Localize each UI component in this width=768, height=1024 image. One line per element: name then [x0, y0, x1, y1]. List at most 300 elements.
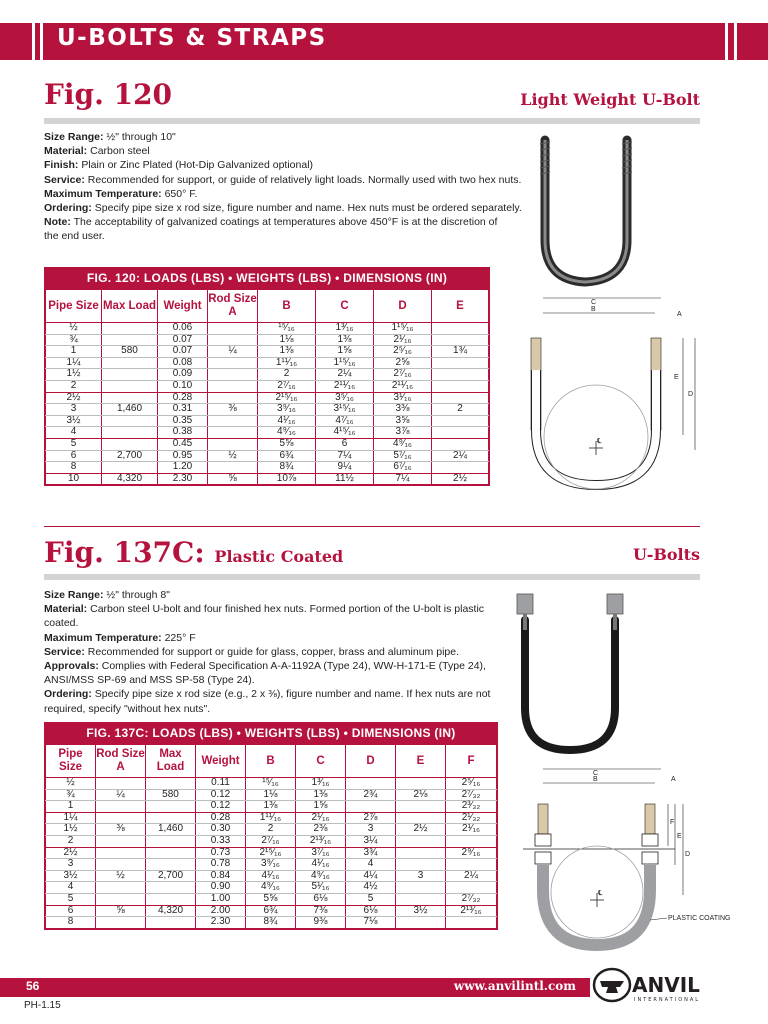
section-title: U-BOLTS & STRAPS: [57, 25, 327, 51]
table-cell: 0.73: [196, 847, 246, 859]
fig137c-specs: [44, 588, 494, 716]
table-cell: [396, 835, 446, 847]
table-cell: ¹⁵⁄₁₆: [258, 323, 316, 335]
table-cell: 0.95: [158, 450, 208, 462]
table-cell: 3½: [46, 415, 102, 427]
col-header: B: [246, 745, 296, 778]
table-cell: 0.31: [158, 404, 208, 416]
table-cell: 2½: [432, 473, 489, 485]
table-cell: 1³⁄₁₆: [296, 778, 346, 790]
table-cell: 2⁷⁄₁₆: [246, 835, 296, 847]
table-row: [46, 450, 489, 462]
table-row: [46, 427, 489, 439]
rule: [44, 574, 700, 580]
table-cell: [208, 415, 258, 427]
table-cell: 2.00: [196, 905, 246, 917]
table-cell: [102, 427, 158, 439]
table-cell: 2⅛: [396, 789, 446, 801]
table-cell: 2⁹⁄₁₆: [446, 847, 497, 859]
table-cell: 0.35: [158, 415, 208, 427]
table-cell: [432, 438, 489, 450]
table-cell: 2½: [46, 392, 102, 404]
dim-label-d: D: [688, 391, 694, 398]
spec-line: Material: Carbon steel: [44, 145, 150, 158]
table-cell: [346, 801, 396, 813]
table-row: [46, 917, 497, 929]
table-cell: 3¾: [346, 847, 396, 859]
table-row: [46, 357, 489, 369]
fig137c-subtitle: U-Bolts: [633, 545, 700, 564]
col-header: C: [296, 745, 346, 778]
table-cell: 10: [46, 473, 102, 485]
table-cell: 5: [46, 893, 96, 905]
table-cell: ⅝: [208, 473, 258, 485]
table-cell: 8: [46, 917, 96, 929]
col-header: Rod Size A: [208, 290, 258, 323]
centerline-label: ℄: [597, 438, 602, 445]
table-cell: [208, 380, 258, 392]
table-cell: 4,320: [146, 905, 196, 917]
table-cell: 0.07: [158, 334, 208, 346]
table-cell: 1.00: [196, 893, 246, 905]
col-header: B: [258, 290, 316, 323]
table-cell: [432, 334, 489, 346]
page-number: 56: [26, 979, 40, 993]
spec-line: Approvals: Complies with Federal Specification A-A-1192A (Type 24), WW-H-171-E (Type 24), ANSI/MSS SP-69 and MSS SP-58 (Type 24).: [44, 660, 486, 687]
fig120-data-table: [45, 289, 489, 485]
table-cell: 1³⁄₁₆: [316, 323, 374, 335]
col-header: Weight: [196, 745, 246, 778]
table-row: [46, 392, 489, 404]
table-cell: 5: [46, 438, 102, 450]
dim-label-d: D: [685, 851, 691, 858]
col-header: Pipe Size: [46, 290, 102, 323]
table-cell: ½: [46, 778, 96, 790]
col-header: E: [396, 745, 446, 778]
table-cell: 0.06: [158, 323, 208, 335]
table-cell: [102, 369, 158, 381]
table-cell: [446, 859, 497, 871]
spec-line: Ordering: Specify pipe size x rod size, figure number and name. Hex nuts must be ordered separately.: [44, 202, 522, 215]
table-cell: 2⁷⁄₁₆: [258, 380, 316, 392]
table-cell: 1,460: [102, 404, 158, 416]
fig137c-title-sub: Plastic Coated: [214, 547, 344, 566]
table-cell: 3⁹⁄₁₆: [246, 859, 296, 871]
fig120-specs: [44, 130, 524, 244]
table-cell: [208, 369, 258, 381]
table-cell: 5: [346, 893, 396, 905]
ubolt-coated-photo: [517, 594, 623, 750]
table-cell: [446, 835, 497, 847]
table-cell: 3⅝: [374, 415, 432, 427]
table-cell: 8¾: [258, 462, 316, 474]
table-cell: 0.12: [196, 801, 246, 813]
table-cell: ¼: [208, 346, 258, 358]
table-cell: [208, 357, 258, 369]
table-cell: [432, 462, 489, 474]
table-cell: 2¹⁄₁₆: [296, 812, 346, 824]
rule: [44, 118, 700, 124]
banner-tick: [725, 23, 728, 60]
table-row: [46, 835, 497, 847]
table-cell: 1¹⁵⁄₁₆: [316, 357, 374, 369]
table-cell: 1¼: [46, 357, 102, 369]
table-cell: 0.33: [196, 835, 246, 847]
dim-label-b: B: [591, 306, 596, 313]
table-cell: 1: [46, 346, 102, 358]
table-cell: 3¹⁵⁄₁₆: [316, 404, 374, 416]
table-cell: 0.08: [158, 357, 208, 369]
table-cell: 2: [46, 380, 102, 392]
table-cell: [96, 778, 146, 790]
dim-label-e: E: [677, 833, 682, 840]
banner-tick: [40, 23, 43, 60]
table-cell: [96, 835, 146, 847]
spec-line: Service: Recommended for support, or guide of relatively light loads. Normally used with two hex nuts.: [44, 173, 522, 186]
table-cell: [146, 847, 196, 859]
table-cell: [396, 882, 446, 894]
table-cell: 0.38: [158, 427, 208, 439]
table-cell: ⅝: [96, 905, 146, 917]
table-cell: 9⅜: [296, 917, 346, 929]
spec-line: Maximum Temperature: 650° F.: [44, 187, 198, 200]
spec-line: Size Range: ½" through 8": [44, 589, 170, 601]
table-cell: [96, 812, 146, 824]
table-cell: 7⅛: [346, 917, 396, 929]
col-header: Weight: [158, 290, 208, 323]
dim-label-e: E: [674, 374, 679, 381]
table-cell: 2¹⁄₁₆: [446, 824, 497, 836]
table-cell: [102, 323, 158, 335]
dim-label-a: A: [671, 776, 676, 783]
table-cell: 2¹⁄₁₆: [374, 334, 432, 346]
table-cell: [146, 778, 196, 790]
table-cell: 4¹⁵⁄₁₆: [316, 427, 374, 439]
centerline-label: ℄: [598, 890, 603, 897]
table-cell: 2¹⁄₃₂: [446, 812, 497, 824]
table-cell: 3¹⁄₁₆: [374, 392, 432, 404]
fig137c-table-body: [46, 778, 497, 929]
table-cell: 0.45: [158, 438, 208, 450]
table-cell: 6⁷⁄₁₆: [374, 462, 432, 474]
table-cell: 6⅛: [346, 905, 396, 917]
table-row: [46, 847, 497, 859]
dim-label-b: B: [593, 776, 598, 783]
table-cell: 4,320: [102, 473, 158, 485]
table-cell: [96, 847, 146, 859]
table-cell: 6¾: [246, 905, 296, 917]
table-cell: 2¼: [446, 870, 497, 882]
table-row: [46, 882, 497, 894]
table-cell: 7⅜: [296, 905, 346, 917]
table-cell: 0.28: [196, 812, 246, 824]
table-cell: 11½: [316, 473, 374, 485]
fig120-title: Fig. 120: [44, 78, 173, 111]
table-cell: 1⅜: [246, 801, 296, 813]
table-cell: 2¹³⁄₁₆: [296, 835, 346, 847]
table-cell: 0.90: [196, 882, 246, 894]
table-cell: [396, 847, 446, 859]
table-cell: 2⁷⁄₃₂: [446, 789, 497, 801]
table-cell: [396, 801, 446, 813]
table-cell: ¾: [46, 334, 102, 346]
table-cell: [102, 462, 158, 474]
table-row: [46, 812, 497, 824]
col-header: C: [316, 290, 374, 323]
table-cell: ½: [208, 450, 258, 462]
table-cell: 8¾: [246, 917, 296, 929]
table-cell: ½: [46, 323, 102, 335]
table-cell: 5¹⁄₁₆: [296, 882, 346, 894]
col-header: D: [374, 290, 432, 323]
table-row: [46, 462, 489, 474]
col-header: F: [446, 745, 497, 778]
table-cell: 2: [246, 824, 296, 836]
table-cell: 4⁹⁄₁₆: [374, 438, 432, 450]
table-cell: 5⅝: [258, 438, 316, 450]
table-cell: 2¹⁵⁄₁₆: [246, 847, 296, 859]
spec-line: Note: The acceptability of galvanized coatings at temperatures above 450°F is at the discretion of the end user.: [44, 216, 498, 243]
table-cell: 3: [346, 824, 396, 836]
table-cell: [102, 380, 158, 392]
table-row: [46, 323, 489, 335]
table-cell: 2¼: [316, 369, 374, 381]
fig120-table: [44, 267, 490, 486]
table-cell: [146, 893, 196, 905]
banner-tick: [32, 23, 35, 60]
table-cell: 2⅜: [296, 824, 346, 836]
spec-line: Material: Carbon steel U-bolt and four finished hex nuts. Formed portion of the U-bolt is plastic coated.: [44, 603, 485, 630]
table-cell: [446, 882, 497, 894]
table-cell: 4¹⁄₁₆: [296, 859, 346, 871]
fig120-drawings: [505, 130, 765, 490]
fig120-table-body: [46, 323, 489, 485]
table-cell: 0.09: [158, 369, 208, 381]
table-cell: [396, 893, 446, 905]
table-cell: 0.78: [196, 859, 246, 871]
table-cell: 2¼: [432, 450, 489, 462]
table-cell: [208, 462, 258, 474]
table-row: [46, 859, 497, 871]
table-row: [46, 905, 497, 917]
dim-label-c: C: [593, 770, 599, 777]
table-cell: 1⅝: [296, 801, 346, 813]
table-cell: 0.11: [196, 778, 246, 790]
table-cell: 2.30: [196, 917, 246, 929]
table-cell: 3½: [396, 905, 446, 917]
table-cell: 6: [46, 450, 102, 462]
spec-line: Finish: Plain or Zinc Plated (Hot-Dip Galvanized optional): [44, 159, 314, 172]
table-cell: 0.84: [196, 870, 246, 882]
ubolt-coated-diagram: [523, 769, 731, 945]
table-cell: 5⁷⁄₁₆: [374, 450, 432, 462]
table-cell: 2¹¹⁄₁₆: [316, 380, 374, 392]
dim-label-c: C: [591, 299, 597, 306]
table-cell: 1,460: [146, 824, 196, 836]
table-cell: 1¼: [46, 812, 96, 824]
table-row: [46, 893, 497, 905]
table-cell: [208, 427, 258, 439]
table-row: [46, 870, 497, 882]
table-cell: 1¾: [432, 346, 489, 358]
table-cell: 580: [146, 789, 196, 801]
table-cell: 1: [46, 801, 96, 813]
table-cell: 3⁷⁄₁₆: [296, 847, 346, 859]
table-cell: 1½: [46, 824, 96, 836]
dim-label-a: A: [677, 311, 682, 318]
table-cell: 3: [396, 870, 446, 882]
section-banner: [0, 23, 768, 60]
table-cell: 4: [346, 859, 396, 871]
table-cell: 8: [46, 462, 102, 474]
spec-line: Size Range: ½" through 10": [44, 131, 176, 143]
table-cell: 6: [316, 438, 374, 450]
table-cell: 0.12: [196, 789, 246, 801]
table-cell: 1⅜: [316, 334, 374, 346]
table-cell: 4¼: [346, 870, 396, 882]
table-cell: 2³⁄₃₂: [446, 801, 497, 813]
table-cell: [396, 812, 446, 824]
coating-label: PLASTIC COATING: [668, 915, 731, 922]
table-cell: 2¾: [346, 789, 396, 801]
table-row: [46, 824, 497, 836]
table-cell: [432, 357, 489, 369]
table-cell: 6¾: [258, 450, 316, 462]
table-row: [46, 404, 489, 416]
table-cell: 2,700: [102, 450, 158, 462]
table-row: [46, 346, 489, 358]
table-cell: [102, 438, 158, 450]
table-row: [46, 334, 489, 346]
table-cell: 1⅛: [246, 789, 296, 801]
table-cell: 4⁹⁄₁₆: [246, 882, 296, 894]
table-cell: 9¼: [316, 462, 374, 474]
table-cell: 0.07: [158, 346, 208, 358]
table-cell: 0.30: [196, 824, 246, 836]
table-cell: ¾: [46, 789, 96, 801]
table-cell: [96, 801, 146, 813]
table-cell: 2½: [46, 847, 96, 859]
table-cell: [432, 392, 489, 404]
table-cell: [396, 917, 446, 929]
col-header: Max Load: [102, 290, 158, 323]
table-cell: [208, 323, 258, 335]
col-header: E: [432, 290, 489, 323]
table-cell: 3⁵⁄₁₆: [316, 392, 374, 404]
logo-subtext: INTERNATIONAL: [634, 997, 701, 1003]
table-cell: 1⅜: [296, 789, 346, 801]
table-cell: 4½: [346, 882, 396, 894]
table-cell: 0.10: [158, 380, 208, 392]
table-cell: [146, 917, 196, 929]
table-cell: 2⅞: [346, 812, 396, 824]
table-cell: 2¹⁵⁄₁₆: [258, 392, 316, 404]
table-cell: [396, 778, 446, 790]
table-cell: [96, 859, 146, 871]
table-cell: 4⁷⁄₁₆: [316, 415, 374, 427]
logo-text: ANVIL: [632, 973, 700, 997]
table-row: [46, 438, 489, 450]
table-cell: 2: [258, 369, 316, 381]
fig137c-drawings: [505, 590, 765, 960]
table-cell: [96, 893, 146, 905]
table-cell: [146, 835, 196, 847]
table-cell: 5⅝: [246, 893, 296, 905]
col-header: Rod Size A: [96, 745, 146, 778]
spec-line: Service: Recommended for support or guide for glass, copper, brass and aluminum pipe.: [44, 645, 459, 658]
table-cell: 4⁹⁄₁₆: [258, 427, 316, 439]
table-cell: [146, 859, 196, 871]
fig137c-table-title: FIG. 137C: LOADS (LBS) • WEIGHTS (LBS) • DIMENSIONS (IN): [45, 723, 497, 744]
table-cell: [346, 778, 396, 790]
section-divider: [44, 526, 700, 527]
col-header: D: [346, 745, 396, 778]
table-cell: [432, 369, 489, 381]
col-header: Max Load: [146, 745, 196, 778]
page-code: PH-1.15: [24, 1000, 61, 1011]
table-cell: 1⅝: [316, 346, 374, 358]
table-cell: 7¼: [374, 473, 432, 485]
table-row: [46, 789, 497, 801]
table-cell: 4¹⁄₁₆: [246, 870, 296, 882]
table-cell: 6: [46, 905, 96, 917]
table-cell: [96, 917, 146, 929]
table-cell: 4¹⁄₁₆: [258, 415, 316, 427]
spec-line: Ordering: Specify pipe size x rod size (e.g., 2 x ⅜), figure number and name. If hex nuts are not required, specify "without hex nuts".: [44, 688, 491, 715]
table-row: [46, 778, 497, 790]
table-cell: 2.30: [158, 473, 208, 485]
table-cell: 1½: [46, 369, 102, 381]
table-cell: 1.20: [158, 462, 208, 474]
table-cell: [146, 882, 196, 894]
website-link[interactable]: www.anvilintl.com: [453, 979, 576, 993]
fig120-subtitle: Light Weight U-Bolt: [520, 90, 700, 109]
table-cell: 0.28: [158, 392, 208, 404]
fig137c-data-table: [45, 744, 497, 929]
table-cell: ⅜: [208, 404, 258, 416]
table-cell: 7¼: [316, 450, 374, 462]
table-cell: [446, 917, 497, 929]
table-cell: [208, 438, 258, 450]
table-row: [46, 415, 489, 427]
footer-bar: [0, 978, 590, 997]
table-row: [46, 369, 489, 381]
table-cell: 1¹⁵⁄₁₆: [374, 323, 432, 335]
table-cell: [102, 392, 158, 404]
table-cell: 2½: [396, 824, 446, 836]
anvil-logo: [592, 965, 742, 1005]
table-cell: 2⁵⁄₁₆: [446, 778, 497, 790]
table-cell: [432, 323, 489, 335]
fig137c-table: [44, 722, 498, 930]
ubolt-diagram: [531, 298, 695, 489]
table-cell: [102, 357, 158, 369]
table-cell: 1⅛: [258, 334, 316, 346]
table-cell: 2: [432, 404, 489, 416]
table-cell: 2,700: [146, 870, 196, 882]
table-cell: 4: [46, 882, 96, 894]
table-cell: [146, 812, 196, 824]
table-cell: [208, 334, 258, 346]
spec-line: Maximum Temperature: 225° F: [44, 631, 196, 644]
dim-label-f: F: [670, 819, 675, 826]
table-cell: ⅜: [96, 824, 146, 836]
table-cell: [146, 801, 196, 813]
table-cell: 3: [46, 404, 102, 416]
table-cell: 2⁵⁄₁₆: [374, 346, 432, 358]
banner-tick: [734, 23, 737, 60]
table-cell: 10⅞: [258, 473, 316, 485]
